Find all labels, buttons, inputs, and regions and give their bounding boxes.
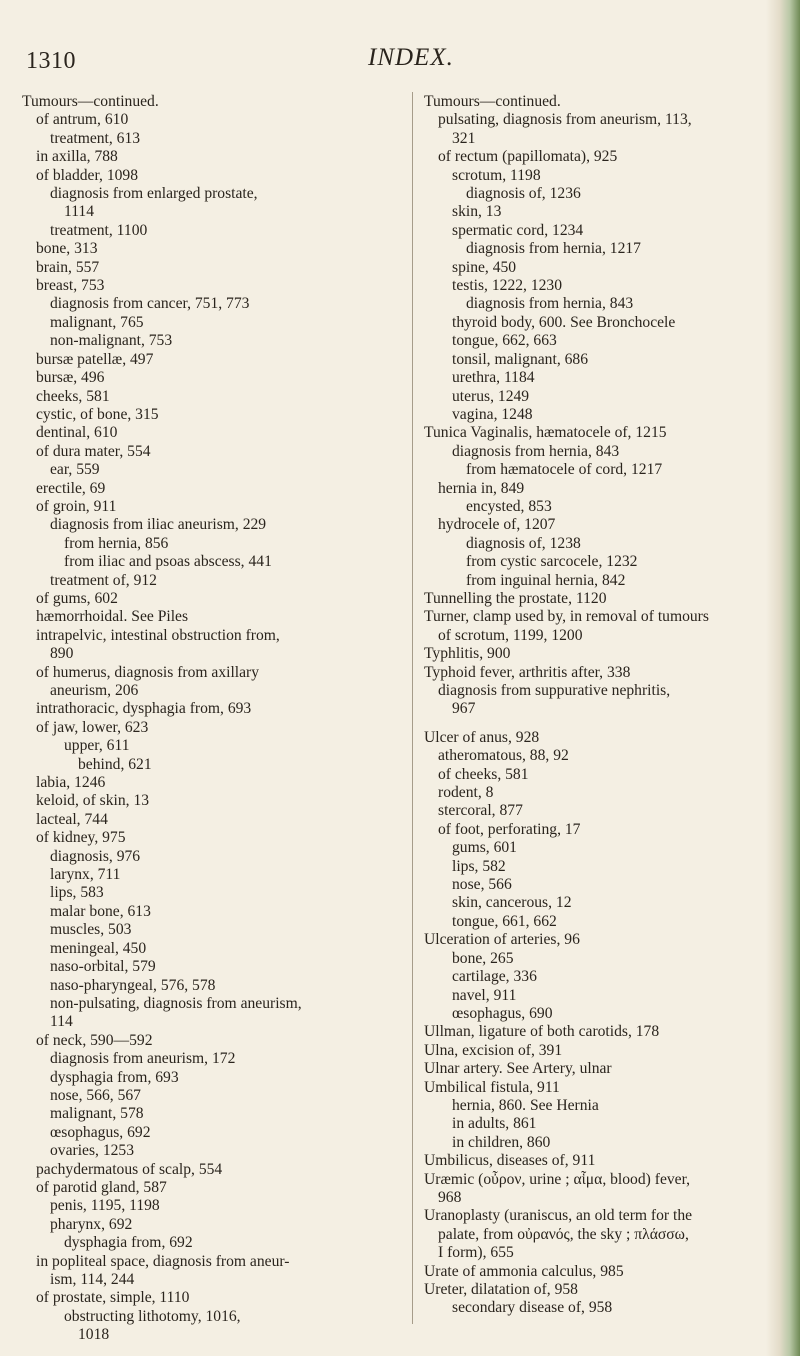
index-subentry: stercoral, 877	[438, 802, 523, 820]
index-subentry: diagnosis from cancer, 751, 773	[50, 295, 250, 313]
index-subentry: tongue, 661, 662	[452, 912, 557, 930]
index-heading-entry: Urate of ammonia calculus, 985	[424, 1262, 624, 1280]
index-subentry: 1018	[78, 1326, 110, 1344]
index-subentry: nose, 566, 567	[50, 1086, 141, 1104]
index-subentry: œsophagus, 690	[452, 1004, 553, 1022]
index-heading-entry: Ulnar artery. See Artery, ulnar	[424, 1060, 612, 1078]
index-subentry: 890	[50, 645, 74, 663]
index-heading-entry: Uranoplasty (uraniscus, an old term for the	[424, 1207, 693, 1225]
index-subentry: navel, 911	[452, 986, 517, 1004]
index-subentry: from cystic sarcocele, 1232	[466, 553, 638, 571]
index-subentry: of cheeks, 581	[438, 765, 529, 783]
index-heading-entry: Ureter, dilatation of, 958	[424, 1281, 578, 1298]
page-number: 1310	[26, 48, 76, 74]
index-subentry: diagnosis from hernia, 843	[452, 442, 620, 460]
index-subentry: meningeal, 450	[50, 939, 147, 957]
index-subentry: diagnosis, 976	[50, 847, 141, 865]
index-subentry: urethra, 1184	[452, 369, 535, 387]
index-subentry: vagina, 1248	[452, 405, 533, 423]
index-subentry: skin, cancerous, 12	[452, 894, 572, 912]
running-title: INDEX.	[368, 44, 454, 71]
index-subentry: cystic, of bone, 315	[36, 405, 159, 423]
index-subentry: ovaries, 1253	[50, 1142, 135, 1160]
index-subentry: of bladder, 1098	[36, 166, 139, 184]
index-subentry: hernia, 860. See Hernia	[452, 1096, 599, 1114]
index-subentry: rodent, 8	[438, 784, 494, 802]
index-subentry: malar bone, 613	[50, 902, 151, 920]
index-subentry: atheromatous, 88, 92	[438, 747, 569, 765]
index-subentry: gums, 601	[452, 839, 517, 857]
index-subentry: pulsating, diagnosis from aneurism, 113,	[438, 111, 692, 129]
index-subentry: ear, 559	[50, 461, 100, 479]
index-subentry: brain, 557	[36, 258, 100, 276]
index-subentry: of scrotum, 1199, 1200	[438, 626, 583, 644]
index-subentry: of jaw, lower, 623	[36, 718, 149, 736]
index-heading-entry: Tumours—continued.	[22, 93, 159, 110]
index-subentry: malignant, 578	[50, 1105, 144, 1123]
index-subentry: hæmorrhoidal. See Piles	[36, 608, 189, 626]
index-column-left	[22, 93, 394, 1345]
index-subentry: 321	[452, 129, 476, 147]
index-subentry: lips, 583	[50, 884, 104, 902]
index-heading-entry: Tunnelling the prostate, 1120	[424, 589, 607, 607]
index-subentry: 968	[438, 1188, 462, 1206]
index-subentry: bone, 313	[36, 240, 98, 258]
index-subentry: spine, 450	[452, 258, 517, 276]
index-subentry: in children, 860	[452, 1133, 551, 1151]
index-heading-entry: Typhlitis, 900	[424, 645, 511, 663]
index-subentry: larynx, 711	[50, 866, 121, 884]
index-heading-entry: Ulcer of anus, 928	[424, 728, 540, 746]
index-subentry: intrapelvic, intestinal obstruction from,	[36, 626, 280, 644]
index-subentry: of antrum, 610	[36, 111, 129, 129]
index-subentry: naso-pharyngeal, 576, 578	[50, 976, 216, 994]
index-subentry: encysted, 853	[466, 497, 552, 515]
index-heading-entry: Uræmic (οὖρον, urine ; αἷμα, blood) fever,	[424, 1170, 691, 1188]
index-subentry: in popliteal space, diagnosis from aneur-	[36, 1252, 290, 1270]
index-subentry: diagnosis from hernia, 843	[466, 295, 634, 313]
index-subentry: palate, from οὐρανός, the sky ; πλάσσω,	[438, 1225, 689, 1243]
index-subentry: of parotid gland, 587	[36, 1178, 167, 1196]
index-subentry: diagnosis from aneurism, 172	[50, 1050, 236, 1068]
index-subentry: secondary disease of, 958	[452, 1299, 613, 1317]
index-subentry: behind, 621	[78, 755, 152, 773]
index-subentry: hernia in, 849	[438, 479, 525, 497]
index-subentry: intrathoracic, dysphagia from, 693	[36, 700, 252, 718]
index-subentry: of prostate, simple, 1110	[36, 1289, 190, 1307]
index-subentry: uterus, 1249	[452, 387, 530, 405]
index-subentry: 114	[50, 1013, 73, 1031]
index-subentry: of kidney, 975	[36, 829, 126, 847]
index-subentry: upper, 611	[64, 737, 130, 755]
index-subentry: bursæ, 496	[36, 369, 105, 387]
index-subentry: naso-orbital, 579	[50, 958, 156, 976]
index-subentry: scrotum, 1198	[452, 166, 541, 184]
index-subentry: diagnosis from enlarged prostate,	[50, 185, 258, 203]
index-subentry: cheeks, 581	[36, 387, 110, 405]
index-subentry: of foot, perforating, 17	[438, 820, 581, 838]
index-subentry: hydrocele of, 1207	[438, 516, 556, 534]
index-subentry: diagnosis of, 1238	[466, 534, 581, 552]
index-subentry: I form), 655	[438, 1244, 514, 1262]
index-subentry: tongue, 662, 663	[452, 332, 557, 350]
index-subentry: malignant, 765	[50, 313, 144, 331]
index-subentry: diagnosis from iliac aneurism, 229	[50, 516, 267, 534]
index-heading-entry: Turner, clamp used by, in removal of tumours	[424, 608, 709, 626]
index-subentry: erectile, 69	[36, 479, 106, 497]
index-subentry: treatment, 613	[50, 129, 141, 147]
index-heading-entry: Tunica Vaginalis, hæmatocele of, 1215	[424, 424, 667, 442]
index-subentry: cartilage, 336	[452, 968, 537, 986]
index-subentry: pachydermatous of scalp, 554	[36, 1160, 223, 1178]
index-subentry: of neck, 590—592	[36, 1031, 153, 1049]
index-subentry: non-malignant, 753	[50, 332, 173, 350]
index-column-right	[424, 93, 774, 1318]
index-subentry: lips, 582	[452, 857, 506, 875]
index-subentry: skin, 13	[452, 203, 502, 221]
index-subentry: in adults, 861	[452, 1115, 537, 1133]
index-subentry: from hernia, 856	[64, 534, 169, 552]
index-subentry: lacteal, 744	[36, 810, 108, 828]
index-heading-entry: Typhoid fever, arthritis after, 338	[424, 663, 631, 681]
index-subentry: ism, 114, 244	[50, 1271, 135, 1288]
index-subentry: œsophagus, 692	[50, 1123, 151, 1141]
index-subentry: bone, 265	[452, 949, 514, 967]
index-subentry: in axilla, 788	[36, 148, 118, 166]
index-subentry: testis, 1222, 1230	[452, 277, 563, 295]
index-subentry: diagnosis of, 1236	[466, 185, 581, 203]
index-subentry: tonsil, malignant, 686	[452, 350, 589, 368]
entry-gap	[424, 719, 774, 729]
index-subentry: 967	[452, 700, 476, 718]
index-subentry: pharynx, 692	[50, 1215, 133, 1233]
index-subentry: bursæ patellæ, 497	[36, 350, 154, 368]
index-subentry: 1114	[64, 203, 95, 221]
index-subentry: of gums, 602	[36, 589, 118, 607]
index-subentry: dysphagia from, 692	[64, 1234, 193, 1252]
column-divider	[412, 92, 413, 1324]
index-subentry: penis, 1195, 1198	[50, 1197, 160, 1215]
index-heading-entry: Umbilicus, diseases of, 911	[424, 1152, 596, 1170]
index-subentry: keloid, of skin, 13	[36, 792, 150, 810]
index-subentry: labia, 1246	[36, 774, 106, 792]
index-heading-entry: Ulceration of arteries, 96	[424, 931, 580, 949]
index-subentry: diagnosis from hernia, 1217	[466, 240, 641, 258]
index-subentry: diagnosis from suppurative nephritis,	[438, 682, 671, 699]
index-heading-entry: Umbilical fistula, 911	[424, 1078, 560, 1096]
index-heading-entry: Ullman, ligature of both carotids, 178	[424, 1023, 660, 1041]
index-heading-entry: Tumours—continued.	[424, 93, 561, 110]
index-subentry: from hæmatocele of cord, 1217	[466, 461, 663, 479]
index-subentry: dysphagia from, 693	[50, 1068, 179, 1086]
index-subentry: of rectum (papillomata), 925	[438, 148, 618, 166]
index-subentry: non-pulsating, diagnosis from aneurism,	[50, 994, 302, 1012]
index-subentry: from iliac and psoas abscess, 441	[64, 553, 272, 571]
index-subentry: muscles, 503	[50, 921, 132, 939]
index-subentry: of groin, 911	[36, 497, 117, 515]
index-subentry: nose, 566	[452, 876, 512, 894]
page-header	[0, 30, 800, 74]
index-subentry: dentinal, 610	[36, 424, 118, 442]
index-subentry: thyroid body, 600. See Bronchocele	[452, 313, 676, 331]
index-subentry: of humerus, diagnosis from axillary	[36, 663, 260, 681]
index-subentry: from inguinal hernia, 842	[466, 571, 626, 589]
index-heading-entry: Ulna, excision of, 391	[424, 1041, 563, 1059]
index-subentry: breast, 753	[36, 277, 105, 295]
index-subentry: aneurism, 206	[50, 682, 139, 699]
index-subentry: spermatic cord, 1234	[452, 221, 584, 239]
index-subentry: of dura mater, 554	[36, 442, 151, 460]
index-subentry: obstructing lithotomy, 1016,	[64, 1307, 241, 1325]
index-subentry: treatment, 1100	[50, 221, 148, 239]
index-subentry: treatment of, 912	[50, 571, 157, 589]
